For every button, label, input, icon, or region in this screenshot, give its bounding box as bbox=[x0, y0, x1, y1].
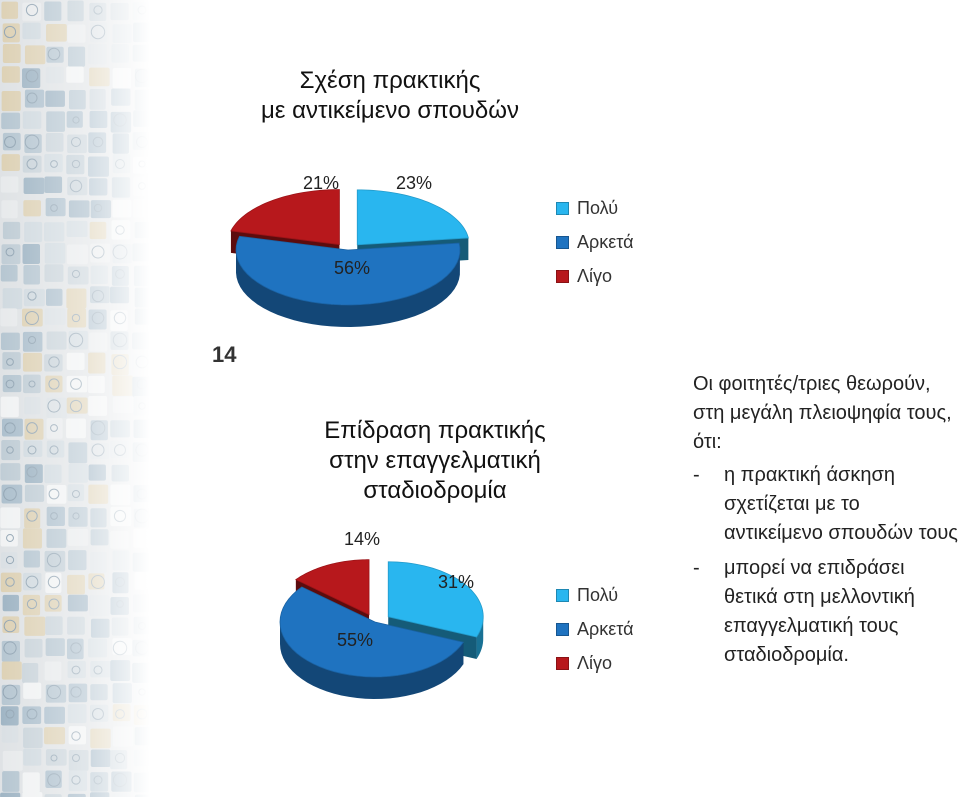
bullet-text: μπορεί να επιδράσει θετικά στη μελλοντική επαγγελματική τους σταδιοδρομία. bbox=[724, 557, 915, 666]
bullet-text: η πρακτική άσκηση σχετίζεται με το αντικείμενο σπουδών τους bbox=[724, 464, 958, 544]
data-label: 55% bbox=[337, 630, 374, 650]
summary-intro: Οι φοιτητές/τριες θεωρούν, στη μεγάλη πλειοψηφία τους, ότι: bbox=[693, 373, 952, 453]
legend-swatch bbox=[556, 623, 569, 636]
legend-label: Λίγο bbox=[577, 265, 613, 286]
chart-legend bbox=[556, 578, 634, 680]
data-label: 23% bbox=[396, 173, 433, 193]
legend-swatch bbox=[556, 657, 569, 670]
data-label: 21% bbox=[303, 173, 340, 193]
data-label: 56% bbox=[334, 258, 371, 278]
legend-item-ligo bbox=[556, 646, 634, 680]
legend-label: Αρκετά bbox=[577, 618, 634, 639]
legend-item-arketa bbox=[556, 612, 634, 646]
bullet-dash: - bbox=[693, 464, 700, 486]
data-label: 31% bbox=[438, 572, 475, 592]
data-label: 14% bbox=[344, 529, 381, 549]
legend-label: Πολύ bbox=[577, 197, 619, 218]
legend-swatch bbox=[556, 589, 569, 602]
bullet-dash: - bbox=[693, 557, 700, 579]
legend-label: Αρκετά bbox=[577, 231, 634, 252]
list-item bbox=[693, 554, 960, 670]
list-item bbox=[693, 461, 960, 548]
chart-title-line: Επίδραση πρακτικής bbox=[324, 417, 546, 444]
chart-title-line: στην επαγγελματική bbox=[329, 447, 541, 474]
legend-label: Πολύ bbox=[577, 584, 619, 605]
summary-bullets bbox=[693, 461, 960, 670]
chart-title-line: σταδιοδρομία bbox=[363, 477, 507, 504]
legend-label: Λίγο bbox=[577, 652, 613, 673]
legend-item-poly bbox=[556, 578, 634, 612]
chart-title-line: Σχέση πρακτικής bbox=[299, 67, 481, 94]
summary-text bbox=[693, 370, 960, 676]
chart-title-line: με αντικείμενο σπουδών bbox=[260, 97, 520, 124]
slide-number: 14 bbox=[212, 342, 237, 367]
